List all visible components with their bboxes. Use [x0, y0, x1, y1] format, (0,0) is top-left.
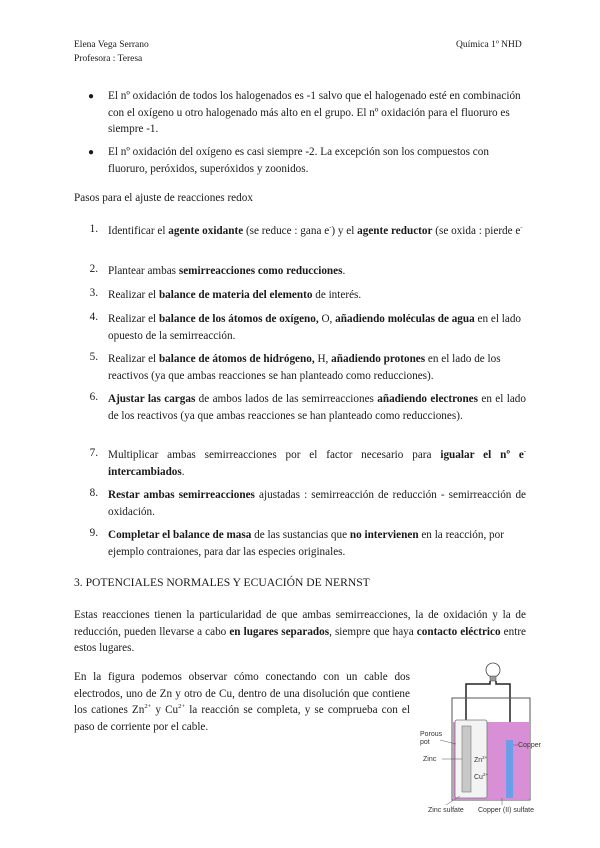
section-title: 3. POTENCIALES NORMALES Y ECUACIÓN DE NERNST	[74, 576, 370, 589]
paragraph-text: , siempre que haya	[329, 625, 417, 638]
step-bold: añadiendo moléculas de agua	[335, 313, 475, 325]
step-bold: intercambiados	[108, 465, 182, 478]
step-bold: no intervienen	[349, 529, 419, 541]
step-item	[108, 263, 526, 280]
superscript: -	[520, 224, 523, 231]
step-number: 3.	[89, 287, 98, 299]
step-item	[108, 287, 526, 304]
step-text: Plantear ambas	[108, 265, 179, 277]
step-number: 1.	[89, 223, 98, 235]
bullet-item: El nº oxidación de todos los halogenados es -1 salvo que el halogenado esté en combinación con el oxígeno u otro halogenado más alto en el grupo. El nº oxidación para el fluoruro es siempre -1.	[108, 90, 521, 135]
step-text: H,	[314, 353, 332, 365]
step-text: ) y el	[331, 225, 358, 237]
step-text: en el lado de los reactivos (ya que ambas reacciones se han planteado como reducciones).	[108, 393, 526, 422]
paragraph-text: En la figura podemos observar cómo conectando con un cable dos electrodos, uno de Zn y otro de Cu, dentro de una disolución que contiene los cationes Zn	[74, 671, 410, 716]
step-item	[108, 527, 526, 560]
zinc-sulfate-label: Zinc sulfate	[428, 807, 464, 814]
galvanic-cell-figure	[418, 658, 550, 816]
step-number: 4.	[89, 311, 98, 323]
step-text: Multiplicar ambas semirreacciones por el factor necesario para	[108, 449, 441, 461]
porous-pot-label: Porous pot	[420, 731, 443, 746]
step-text: Identificar el	[108, 225, 169, 237]
step-bold: añadiendo protones	[331, 353, 426, 365]
superscript: -	[329, 224, 332, 231]
zinc-label: Zinc	[423, 756, 437, 763]
step-text: Realizar el	[108, 313, 159, 325]
step-text: (se oxida : pierde e	[432, 225, 521, 237]
paragraph-bold: en lugares separados	[229, 625, 330, 638]
step-number: 9.	[89, 527, 98, 539]
paragraph-text: la reacción se completa, y se comprueba con el paso de corriente por el cable.	[74, 704, 410, 733]
paragraph-text: Estas reacciones tienen la particularidad de que ambas semirreacciones, la de oxidación y la de reducción, pueden llevarse a cabo	[74, 609, 526, 638]
step-number: 2.	[89, 263, 98, 275]
step-item	[108, 447, 526, 480]
step-item	[108, 351, 526, 384]
step-bold: balance de los átomos de oxígeno,	[158, 313, 319, 325]
bullet-icon: ●	[88, 147, 95, 158]
superscript: 2+	[178, 703, 186, 710]
step-number: 6.	[89, 391, 98, 403]
step-bold: añadiendo electrones	[377, 393, 478, 405]
step-bold: balance de átomos de hidrógeno,	[158, 353, 315, 365]
steps-intro: Pasos para el ajuste de reacciones redox	[74, 192, 253, 204]
superscript: 2+	[144, 703, 152, 710]
zinc-electrode	[462, 726, 471, 792]
step-text: O,	[318, 313, 336, 325]
paragraph-text: entre estos lugares.	[74, 625, 527, 654]
step-item	[108, 391, 526, 424]
wire-left	[466, 681, 490, 726]
paragraph	[74, 607, 526, 657]
step-bold: balance de materia del elemento	[158, 289, 313, 301]
copper-electrode	[506, 740, 513, 798]
step-text: (se reduce : gana e	[243, 225, 330, 237]
step-number: 7.	[89, 447, 98, 459]
step-bold: Completar el balance de masa	[108, 529, 252, 541]
step-bold: semirreacciones como reducciones	[178, 265, 343, 277]
step-bold: Restar ambas semirreacciones	[108, 489, 255, 501]
step-text: ajustadas : semirreacción de reducción - semirreacción de oxidación.	[108, 489, 527, 518]
step-number: 8.	[89, 487, 98, 499]
step-item	[108, 487, 526, 520]
step-bold: agente oxidante	[168, 225, 244, 237]
step-text: de ambos lados de las semirreacciones	[195, 393, 378, 405]
step-text: de las sustancias que	[251, 529, 350, 541]
step-bold: agente reductor	[357, 225, 433, 237]
bulb-base-icon	[490, 676, 496, 681]
bullet-item: El nº oxidación del oxígeno es casi siempre -2. La excepción son los compuestos con fluoruro, peróxidos, superóxidos y zoonidos.	[108, 146, 489, 175]
zn-ion-label: $Zn^{2+}$	[474, 755, 488, 764]
step-bold: Ajustar las cargas	[108, 393, 196, 405]
author-name: Elena Vega Serrano	[74, 40, 149, 50]
bullet-icon: ●	[88, 91, 95, 102]
step-text: de interés.	[312, 289, 362, 301]
superscript: -	[523, 448, 527, 455]
paragraph-bold: contacto eléctrico	[416, 625, 501, 638]
step-number: 5.	[89, 351, 98, 363]
copper-sulfate-label: Copper (II) sulfate	[478, 807, 535, 814]
step-item	[108, 223, 526, 240]
paragraph-text: y Cu	[151, 704, 179, 716]
step-bold: igualar el nº e	[440, 449, 524, 461]
teacher-name: Profesora : Teresa	[74, 54, 143, 64]
copper-label: Copper	[518, 742, 541, 749]
step-text: en el lado opuesto de la semirreacción.	[108, 313, 522, 342]
step-text: .	[181, 465, 185, 478]
step-text: .	[342, 265, 346, 277]
step-text: Realizar el	[108, 289, 159, 301]
paragraph	[74, 669, 410, 735]
step-text: en la reacción, por ejemplo contraiones, para dar las especies originales.	[108, 529, 504, 558]
step-text: Realizar el	[108, 353, 159, 365]
course-label: Química 1º NHD	[456, 40, 522, 50]
cu-ion-label: $Cu^{2+}$	[474, 772, 489, 781]
step-item	[108, 311, 526, 344]
step-text: en el lado de los reactivos (ya que ambas reacciones se han planteado como reducciones).	[108, 353, 501, 382]
light-bulb-icon	[486, 663, 500, 677]
